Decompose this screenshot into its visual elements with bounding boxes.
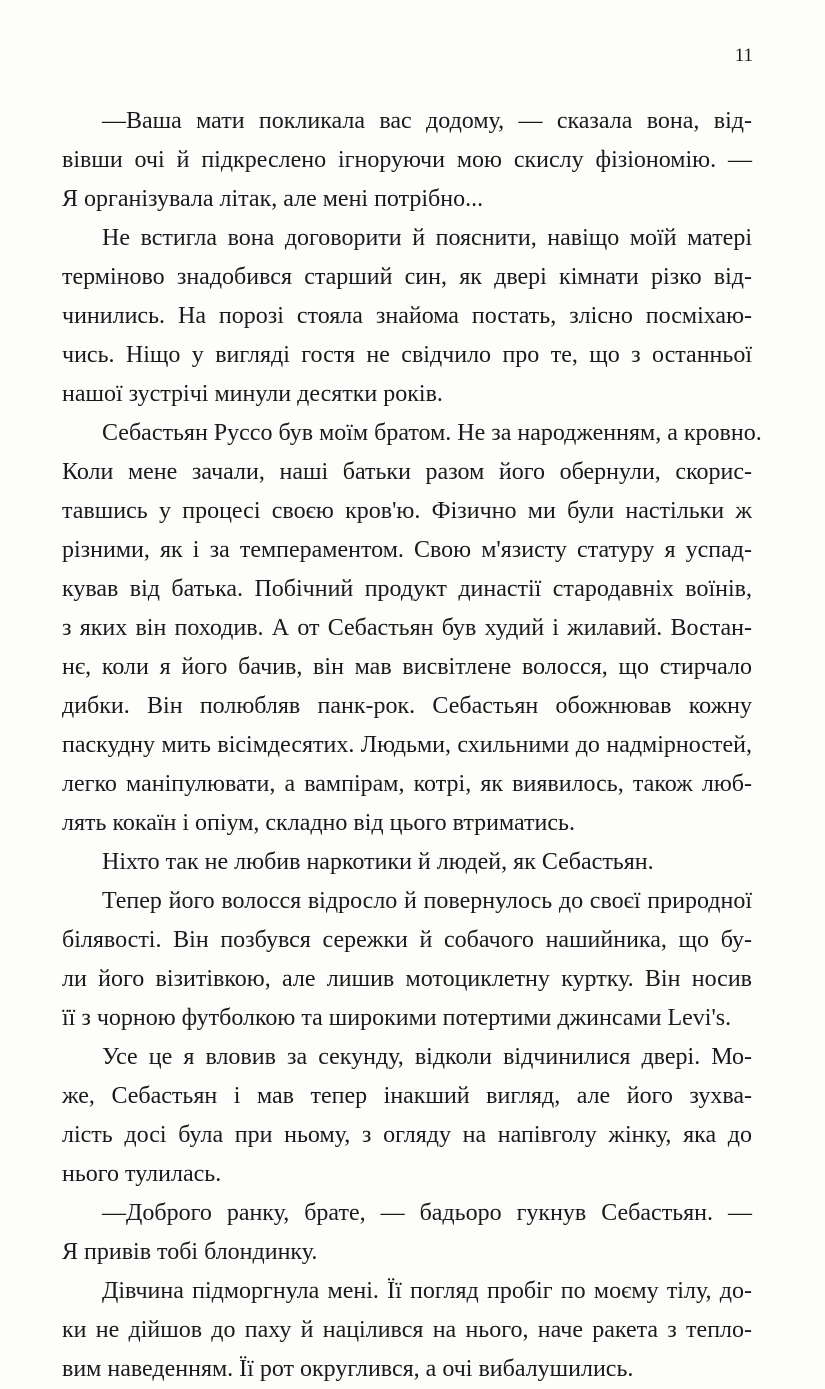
text-line: тавшись у процесі своєю кров'ю. Фізично ми були настільки ж: [62, 498, 752, 524]
text-line: Я привів тобі блондинку.: [62, 1239, 318, 1265]
text-line: різними, як і за темпераментом. Свою м'язисту статуру я успад-: [62, 537, 752, 563]
text-line: кував від батька. Побічний продукт династії стародавніх воїнів,: [62, 576, 752, 602]
text-line: Дівчина підморгнула мені. Її погляд пробіг по моєму тілу, до-: [102, 1278, 752, 1304]
text-line: Усе це я вловив за секунду, відколи відчинилися двері. Мо-: [102, 1044, 752, 1070]
text-line: Себастьян Руссо був моїм братом. Не за народженням, а кровно.: [102, 420, 762, 446]
body-text: [62, 102, 762, 1389]
text-line: з яких він походив. А от Себастьян був худий і жилавий. Востан-: [62, 615, 752, 641]
text-line: —Ваша мати покликала вас додому, — сказала вона, від-: [102, 108, 752, 134]
page-number: 11: [734, 45, 753, 66]
text-line: вим наведенням. Її рот округлився, а очі вибалушились.: [62, 1356, 634, 1382]
text-line: вівши очі й підкреслено ігноруючи мою скислу фізіономію. —: [62, 147, 752, 173]
text-line: Я організувала літак, але мені потрібно...: [62, 186, 484, 212]
text-line: же, Себастьян і мав тепер інакший вигляд, але його зухва-: [62, 1083, 752, 1109]
text-line: Не встигла вона договорити й пояснити, навіщо моїй матері: [102, 225, 752, 251]
text-line: чинились. На порозі стояла знайома постать, злісно посміхаю-: [62, 303, 752, 329]
text-line: нашої зустрічі минули десятки років.: [62, 381, 443, 407]
text-line: паскудну мить вісімдесятих. Людьми, схильними до надмірностей,: [62, 732, 752, 758]
text-line: Коли мене зачали, наші батьки разом його обернули, скорис-: [62, 459, 752, 485]
text-line: ки не дійшов до паху й націлився на нього, наче ракета з тепло-: [62, 1317, 752, 1343]
text-line: її з чорною футболкою та широкими потертими джинсами Levi's.: [62, 1005, 732, 1031]
text-line: дибки. Він полюбляв панк-рок. Себастьян обожнював кожну: [62, 693, 752, 719]
text-line: білявості. Він позбувся сережки й собачого нашийника, що бу-: [62, 927, 752, 953]
text-line: Ніхто так не любив наркотики й людей, як Себастьян.: [102, 849, 654, 875]
text-line: лять кокаїн і опіум, складно від цього втриматись.: [62, 810, 575, 836]
text-line: терміново знадобився старший син, як двері кімнати різко від-: [62, 264, 752, 290]
text-line: легко маніпулювати, а вампірам, котрі, як виявилось, також люб-: [62, 771, 752, 797]
text-line: нє, коли я його бачив, він мав висвітлене волосся, що стирчало: [62, 654, 752, 680]
text-line: лість досі була при ньому, з огляду на напівголу жінку, яка до: [62, 1122, 752, 1148]
text-line: нього тулилась.: [62, 1161, 222, 1187]
text-line: ли його візитівкою, але лишив мотоциклетну куртку. Він носив: [62, 966, 752, 992]
text-line: —Доброго ранку, брате, — бадьоро гукнув Себастьян. —: [102, 1200, 752, 1226]
text-line: Тепер його волосся відросло й повернулось до своєї природної: [102, 888, 752, 914]
text-line: чись. Ніщо у вигляді гостя не свідчило про те, що з останньої: [62, 342, 752, 368]
